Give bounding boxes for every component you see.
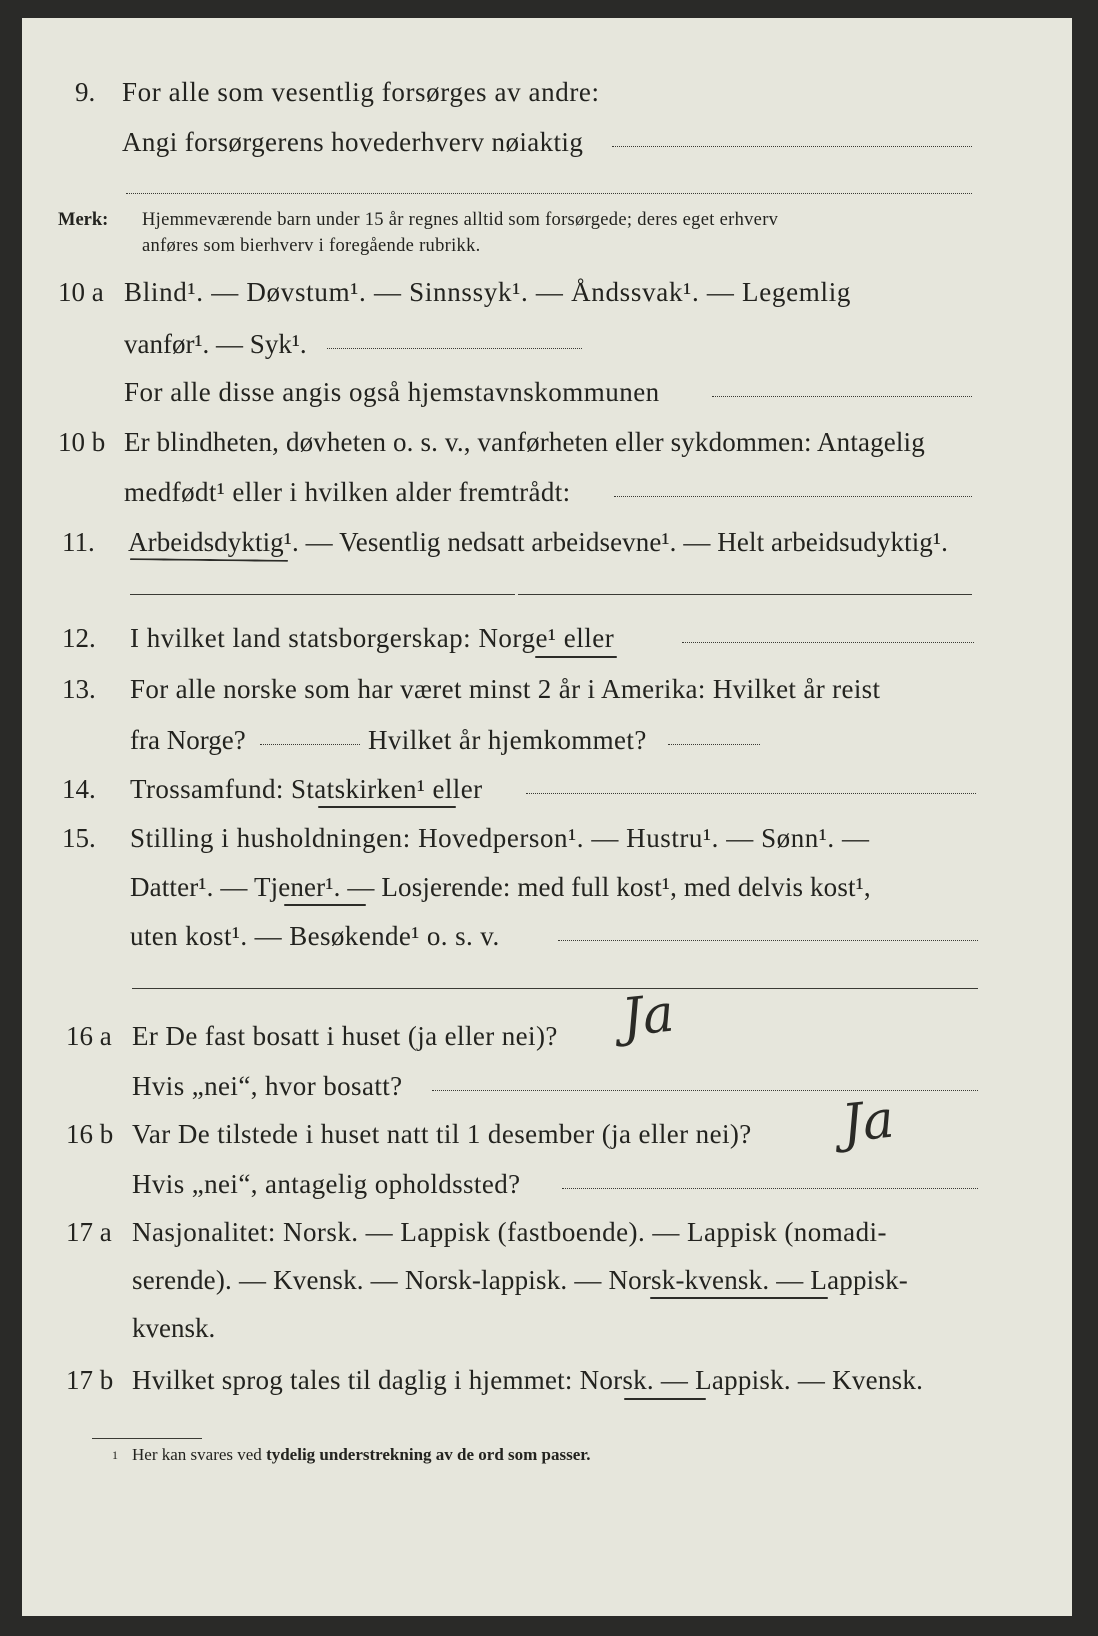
q15-answer-line <box>558 940 978 941</box>
q15-answer-line-2 <box>132 988 978 989</box>
q15-line3: uten kost¹. — Besøkende¹ o. s. v. <box>130 921 500 951</box>
q14-answer-line <box>526 793 976 794</box>
note-line1: Hjemmeværende barn under 15 år regnes alltid som forsørgede; deres eget erhverv <box>142 210 779 230</box>
q16b-number: 16 b <box>66 1119 114 1149</box>
footnote-text-b: tydelig understrekning av de ord som passer. <box>266 1445 591 1464</box>
q9-line1: For alle som vesentlig forsørges av andre: <box>122 77 600 107</box>
q16a-line2: Hvis „nei“, hvor bosatt? <box>132 1071 403 1101</box>
q13-line1: For alle norske som har været minst 2 år i Amerika: Hvilket år reist <box>130 674 881 704</box>
q10b-line2: medfødt¹ eller i hvilken alder fremtrådt: <box>124 477 571 507</box>
q11-answer-line-b <box>518 594 972 595</box>
q15-line2: Datter¹. — Tjener¹. — Losjerende: med full kost¹, med delvis kost¹, <box>130 872 871 902</box>
q10a-line2: vanfør¹. — Syk¹. <box>124 329 307 359</box>
footnote <box>112 1444 591 1466</box>
q14-line1: Trossamfund: Statskirken¹ eller <box>130 774 483 804</box>
q17a-number: 17 a <box>66 1217 112 1247</box>
q11-line1: Arbeidsdyktig¹. — Vesentlig nedsatt arbeidsevne¹. — Helt arbeidsudyktig¹. <box>128 527 948 557</box>
q13-line2a: fra Norge? <box>130 725 246 755</box>
q15-number: 15. <box>62 823 96 853</box>
q10a-sick-answer-line <box>327 348 582 349</box>
q10b-number: 10 b <box>58 427 106 457</box>
q9-answer-line-2 <box>126 193 972 194</box>
q16b-answer-line <box>562 1188 978 1189</box>
q13-year-left-line <box>260 744 360 745</box>
q17a-line3: kvensk. <box>132 1313 216 1343</box>
q13-line2b: Hvilket år hjemkommet? <box>368 725 647 755</box>
q17a-line2: serende). — Kvensk. — Norsk-lappisk. — Norsk-kvensk. — Lappisk- <box>132 1265 908 1295</box>
note-label: Merk: <box>58 210 109 230</box>
q9-answer-line <box>612 146 972 147</box>
q13-number: 13. <box>62 674 96 704</box>
q14-number: 14. <box>62 774 96 804</box>
q12-line1: I hvilket land statsborgerskap: Norge¹ eller <box>130 623 615 653</box>
q12-number: 12. <box>62 623 96 653</box>
q16b-line2: Hvis „nei“, antagelig opholdssted? <box>132 1169 521 1199</box>
q12-answer-line <box>682 642 974 643</box>
q13-year-returned-line <box>668 744 760 745</box>
q17b-number: 17 b <box>66 1365 114 1395</box>
q15-line1: Stilling i husholdningen: Hovedperson¹. — Hustru¹. — Sønn¹. — <box>130 823 870 853</box>
q17b-line1: Hvilket sprog tales til daglig i hjemmet: Norsk. — Lappisk. — Kvensk. <box>132 1365 924 1395</box>
underline-arbeidsdyktig <box>130 558 288 562</box>
q9-line2: Angi forsørgerens hovederhverv nøiaktig <box>122 127 584 157</box>
underline-statskirken <box>318 806 456 808</box>
q16b-line1: Var De tilstede i huset natt til 1 desember (ja eller nei)? <box>132 1119 752 1149</box>
q10a-line3: For alle disse angis også hjemstavnskommunen <box>124 377 660 407</box>
q9-number: 9. <box>75 77 96 107</box>
q16a-line1: Er De fast bosatt i huset (ja eller nei)? <box>132 1021 558 1051</box>
q10a-number: 10 a <box>58 277 104 307</box>
census-form-page <box>22 18 1072 1616</box>
underline-norge <box>535 656 617 658</box>
q17a-line1: Nasjonalitet: Norsk. — Lappisk (fastboende). — Lappisk (nomadi- <box>132 1217 887 1247</box>
q10a-municipality-line <box>712 396 972 397</box>
underline-norsk <box>624 1398 706 1400</box>
footnote-mark: 1 <box>112 1448 118 1462</box>
footnote-separator <box>92 1438 202 1439</box>
q10a-line1: Blind¹. — Døvstum¹. — Sinnssyk¹. — Åndssvak¹. — Legemlig <box>124 277 852 307</box>
q11-number: 11. <box>62 527 95 557</box>
q10b-line1: Er blindheten, døvheten o. s. v., vanførheten eller sykdommen: Antagelig <box>124 427 925 457</box>
q16a-handwritten-answer: Ja <box>619 983 677 1049</box>
q11-answer-line-a <box>130 594 515 595</box>
footnote-text-a: Her kan svares ved <box>132 1445 262 1464</box>
q16a-answer-line <box>432 1090 978 1091</box>
q16a-number: 16 a <box>66 1021 112 1051</box>
q10b-answer-line <box>614 496 972 497</box>
underline-norsk-kvensk <box>650 1297 828 1299</box>
q16b-handwritten-answer: Ja <box>839 1089 897 1155</box>
underline-tjener <box>284 904 366 906</box>
note-line2: anføres som bierhverv i foregående rubrikk. <box>142 236 481 256</box>
